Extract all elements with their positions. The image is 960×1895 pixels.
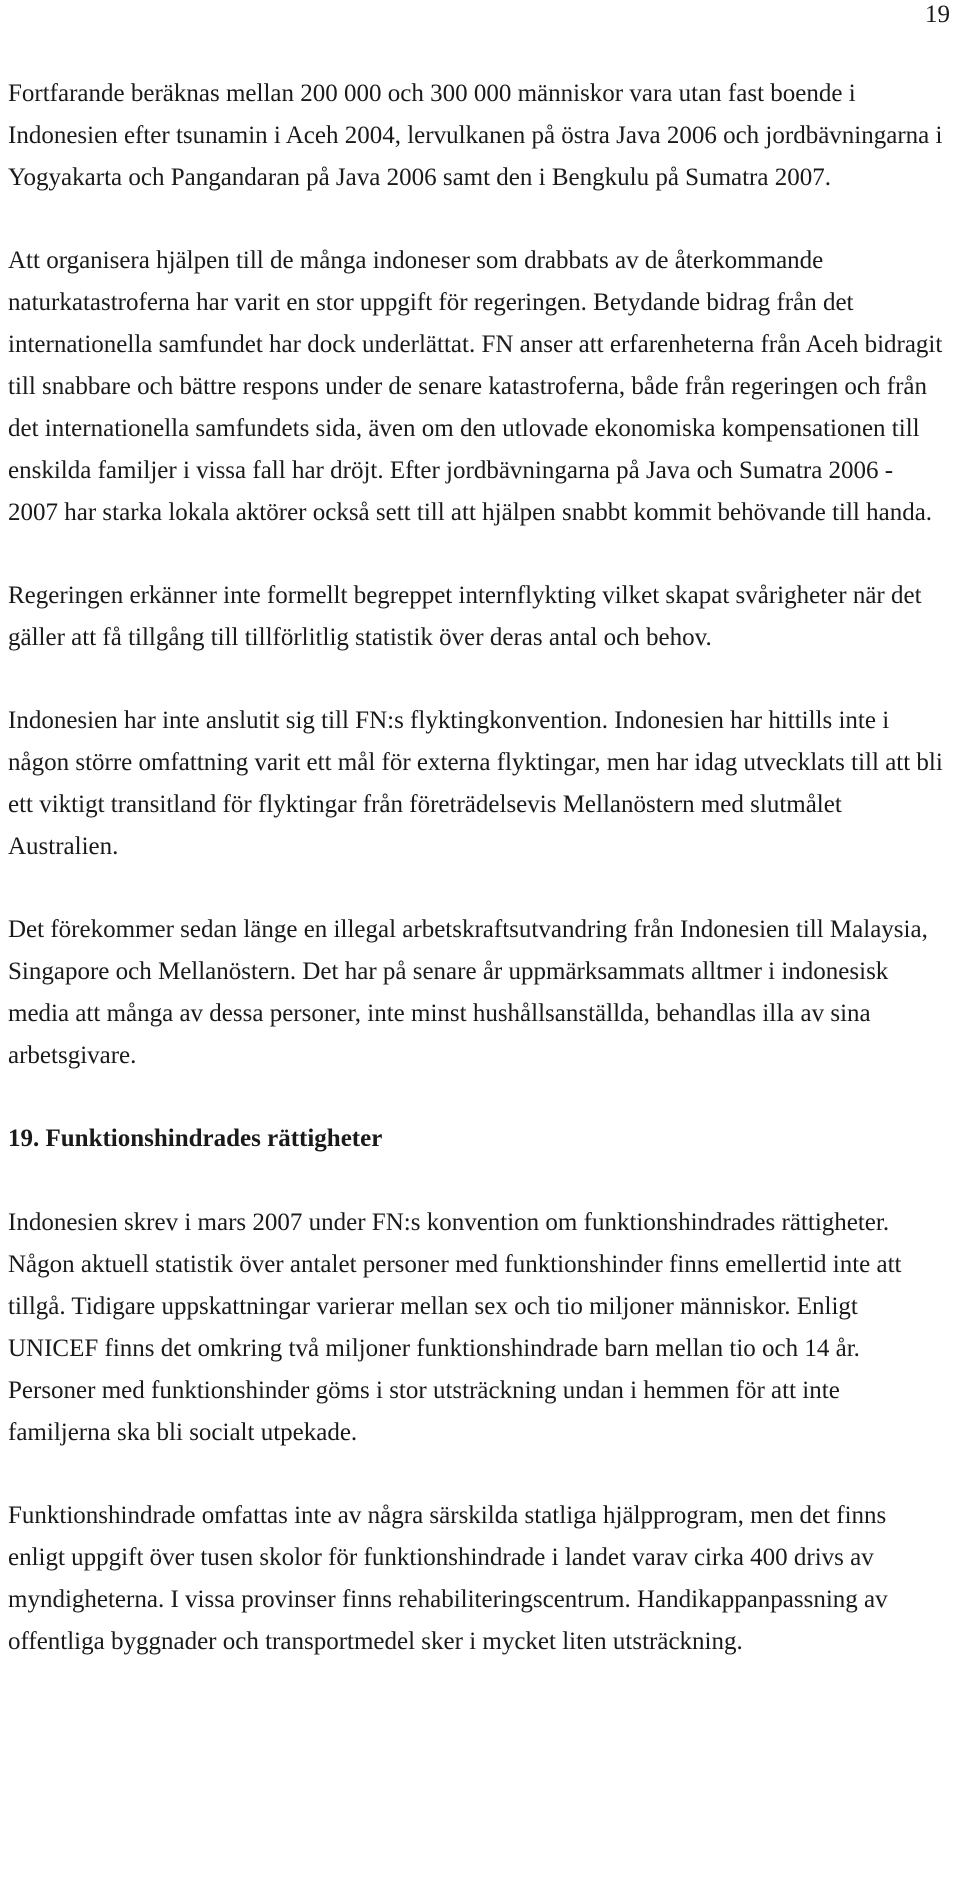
paragraph-internal-displacement: Regeringen erkänner inte formellt begreppet internflykting vilket skapat svårigheter när det gäller att få tillgång till tillförlitlig statistik över deras antal och behov. <box>8 582 922 651</box>
section-heading: 19. Funktionshindrades rättigheter <box>8 1125 383 1152</box>
paragraph-refugee-convention: Indonesien har inte anslutit sig till FN:s flyktingkonvention. Indonesien har hittills inte i någon större omfattning varit ett mål för externa flyktingar, men har idag utvecklats till att bli ett viktigt transitland för flyktingar från företrädelsevis Mellanöstern med slutmålet Australien. <box>8 707 943 860</box>
document-body <box>8 73 948 1663</box>
paragraph-labour-migration: Det förekommer sedan länge en illegal arbetskraftsutvandring från Indonesien till Malaysia, Singapore och Mellanöstern. Det har på senare år uppmärksammats alltmer i indonesisk media att många av dessa personer, inte minst hushållsanställda, behandlas illa av sina arbetsgivare. <box>8 916 928 1069</box>
paragraph-displaced-persons: Fortfarande beräknas mellan 200 000 och 300 000 människor vara utan fast boende i Indonesien efter tsunamin i Aceh 2004, lervulkanen på östra Java 2006 och jordbävningarna i Yogyakarta och Pangandaran på Java 2006 samt den i Bengkulu på Sumatra 2007. <box>8 80 943 191</box>
paragraph-disaster-relief: Att organisera hjälpen till de många indoneser som drabbats av de återkommande naturkatastroferna har varit en stor uppgift för regeringen. Betydande bidrag från det internationella samfundet har dock underlättat. FN anser att erfarenheterna från Aceh bidragit till snabbare och bättre respons under de senare katastroferna, både från regeringen och från det internationella samfundets sida, även om den utlovade ekonomiska kompensationen till enskilda familjer i vissa fall har dröjt. Efter jordbävningarna på Java och Sumatra 2006 - 2007 har starka lokala aktörer också sett till att hjälpen snabbt kommit behövande till handa. <box>8 247 943 526</box>
page-number: 19 <box>925 1 950 28</box>
paragraph-disability-programs: Funktionshindrade omfattas inte av några särskilda statliga hjälpprogram, men det finns enligt uppgift över tusen skolor för funktionshindrade i landet varav cirka 400 drivs av myndigheterna. I vissa provinser finns rehabiliteringscentrum. Handikappanpassning av offentliga byggnader och transportmedel sker i mycket liten utsträckning. <box>8 1502 888 1655</box>
paragraph-disability-convention: Indonesien skrev i mars 2007 under FN:s konvention om funktionshindrades rättigheter. Någon aktuell statistik över antalet personer med funktionshinder finns emellertid inte att tillgå. Tidigare uppskattningar varierar mellan sex och tio miljoner människor. Enligt UNICEF finns det omkring två miljoner funktionshindrade barn mellan tio och 14 år. Personer med funktionshinder göms i stor utsträckning undan i hemmen för att inte familjerna ska bli socialt utpekade. <box>8 1209 902 1446</box>
